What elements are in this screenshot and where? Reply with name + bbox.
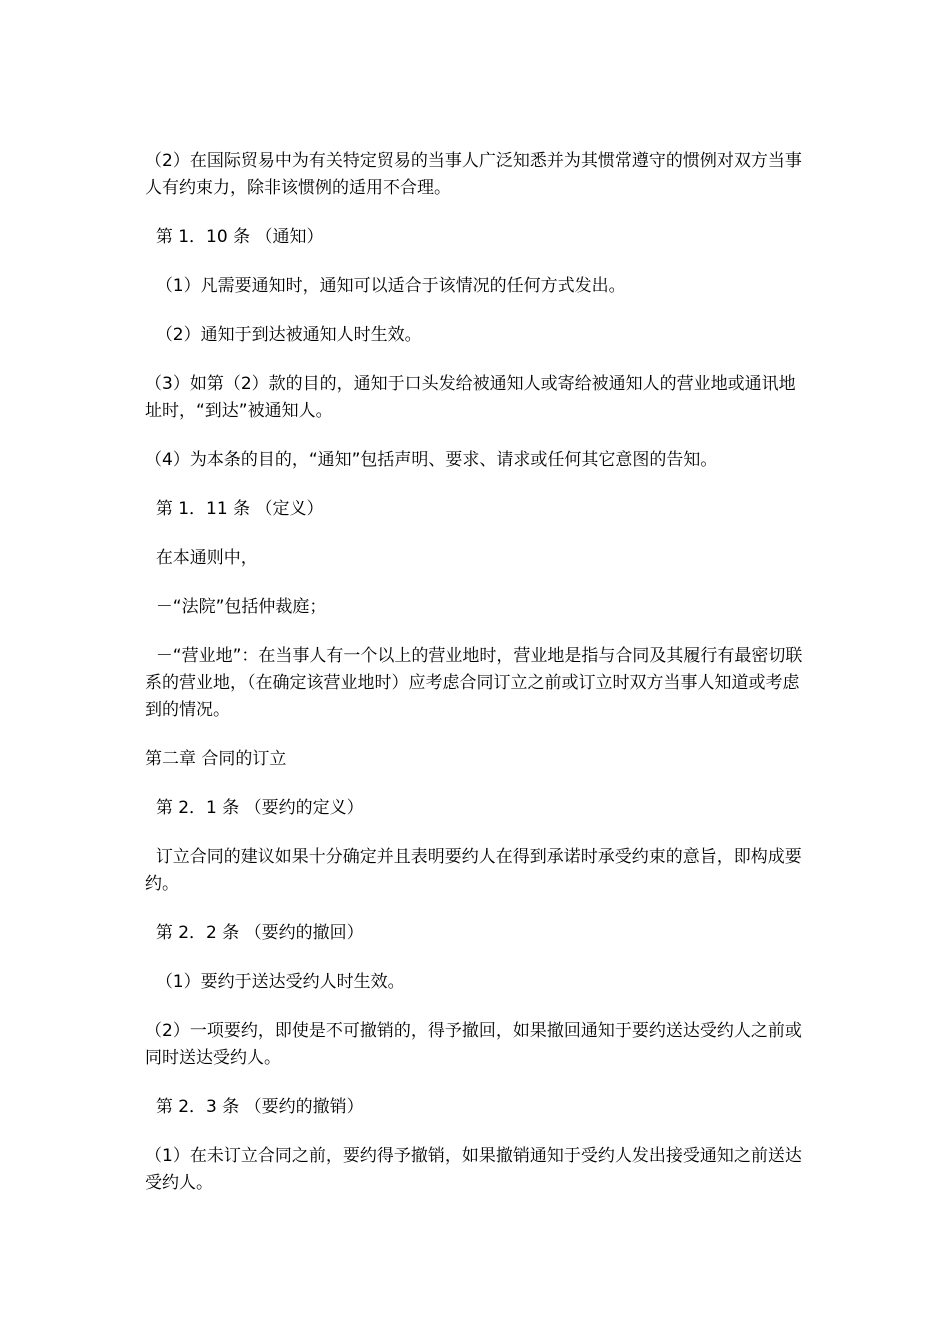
heading-article-2-1: 第 2．1 条 （要约的定义）	[145, 798, 364, 818]
heading-article-1-11: 第 1．11 条 （定义）	[145, 499, 324, 519]
paragraph-notice-4: （4）为本条的目的，“通知”包括声明、要求、请求或任何其它意图的告知。	[145, 450, 718, 470]
paragraph-custom-usage: （2）在国际贸易中为有关特定贸易的当事人广泛知悉并为其惯常遵守的惯例对双方当事人有约束力，除非该惯例的适用不合理。	[145, 151, 802, 198]
heading-chapter-2: 第二章 合同的订立	[145, 749, 287, 769]
paragraph-offer-definition: 订立合同的建议如果十分确定并且表明要约人在得到承诺时承受约束的意旨，即构成要约。	[145, 847, 802, 894]
heading-article-2-2: 第 2．2 条 （要约的撤回）	[145, 923, 364, 943]
paragraph-notice-1: （1）凡需要通知时，通知可以适合于该情况的任何方式发出。	[145, 276, 626, 296]
paragraph-notice-3: （3）如第（2）款的目的，通知于口头发给被通知人或寄给被通知人的营业地或通讯地址时，“到达”被通知人。	[145, 374, 796, 421]
paragraph-definition-court: －“法院”包括仲裁庭；	[145, 597, 327, 617]
paragraph-definition-business-place: －“营业地”：在当事人有一个以上的营业地时，营业地是指与合同及其履行有最密切联系的营业地，（在确定该营业地时）应考虑合同订立之前或订立时双方当事人知道或考虑到的情况。	[145, 646, 803, 720]
paragraph-offer-withdrawal: （2）一项要约，即使是不可撤销的，得予撤回，如果撤回通知于要约送达受约人之前或同时送达受约人。	[145, 1021, 802, 1068]
document-body	[145, 148, 810, 1219]
heading-article-2-3: 第 2．3 条 （要约的撤销）	[145, 1097, 364, 1117]
paragraph-definitions-intro: 在本通则中，	[145, 548, 258, 568]
heading-article-1-10: 第 1．10 条 （通知）	[145, 227, 324, 247]
paragraph-notice-2: （2）通知于到达被通知人时生效。	[145, 325, 422, 345]
paragraph-offer-effective: （1）要约于送达受约人时生效。	[145, 972, 405, 992]
paragraph-offer-revocation: （1）在未订立合同之前，要约得予撤销，如果撤销通知于受约人发出接受通知之前送达受约人。	[145, 1146, 802, 1193]
